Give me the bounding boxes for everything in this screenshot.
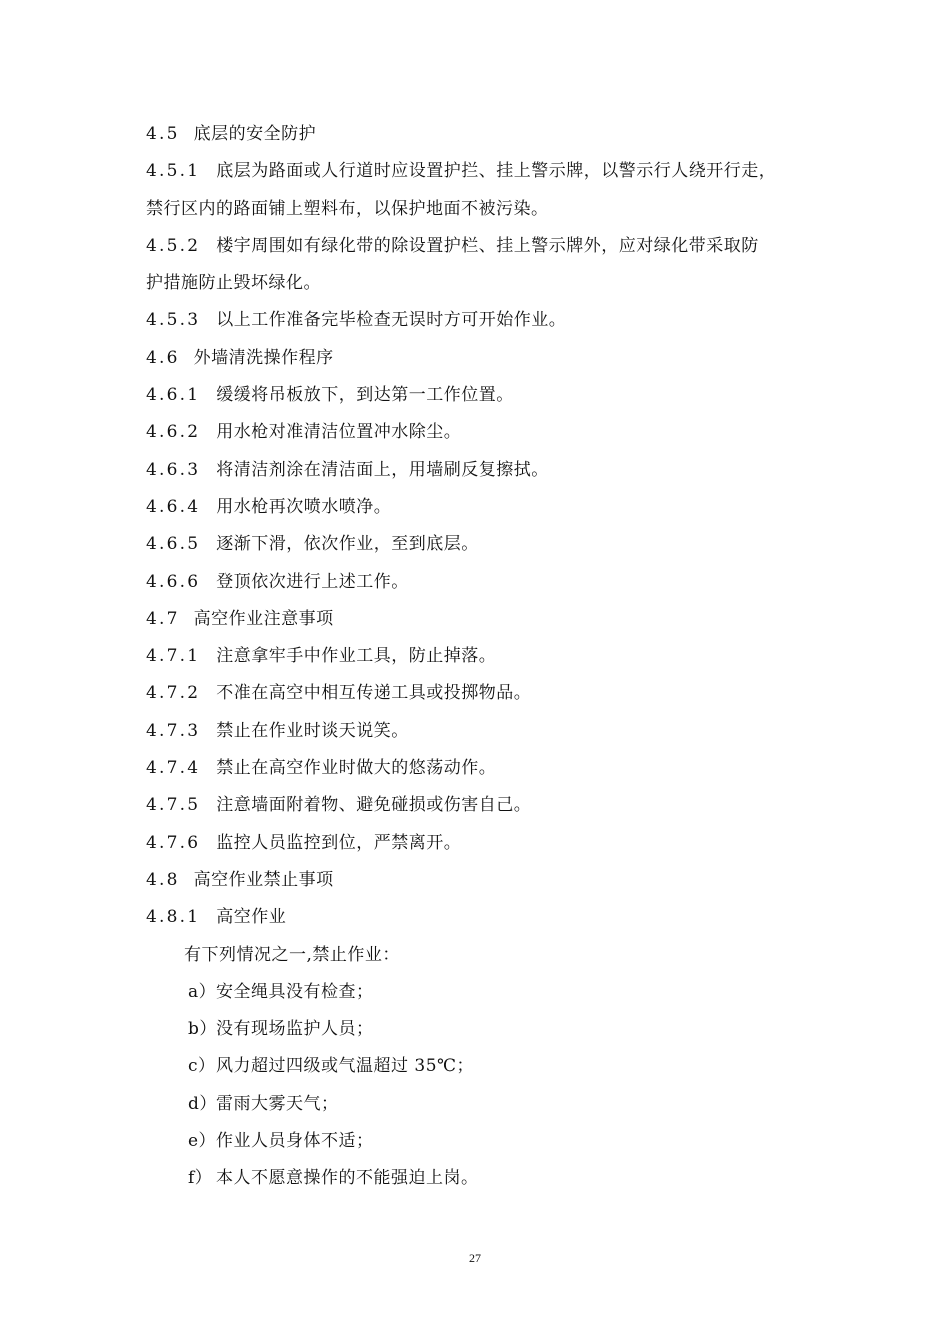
clause-number: 4.5: [146, 124, 180, 144]
clause-number: 4.7.2: [146, 683, 201, 704]
list-item: [146, 1086, 826, 1123]
section-heading: [146, 116, 826, 153]
clause-text: 不准在高空中相互传递工具或投掷物品。: [216, 683, 532, 704]
clause-text: 以上工作准备完毕检查无误时方可开始作业。: [216, 310, 567, 331]
list-item: [146, 974, 826, 1011]
clause-item: [146, 675, 826, 712]
section-heading: [146, 340, 826, 377]
clause-text: 用水枪再次喷水喷净。: [216, 496, 392, 517]
document-body: [146, 116, 826, 1198]
clause-text: 注意墙面附着物、避免碰损或伤害自己。: [216, 795, 532, 816]
clause-number: 4.5.2: [146, 235, 201, 256]
list-item-text: 风力超过四级或气温超过 35℃；: [216, 1056, 475, 1077]
clause-item: [146, 750, 826, 787]
list-marker: c）: [188, 1056, 216, 1077]
list-item-text: 本人不愿意操作的不能强迫上岗。: [216, 1168, 479, 1189]
clause-item: [146, 228, 826, 265]
clause-number: 4.7.6: [146, 832, 201, 853]
clause-text: 楼宇周围如有绿化带的除设置护栏、挂上警示牌外，应对绿化带采取防: [216, 235, 759, 256]
list-item-text: 作业人员身体不适；: [216, 1131, 374, 1152]
clause-text: 注意拿牢手中作业工具，防止掉落。: [216, 646, 497, 667]
clause-item: [146, 526, 826, 563]
clause-number: 4.5.3: [146, 310, 201, 331]
clause-text: 高空作业注意事项: [193, 608, 334, 629]
clause-number: 4.6.4: [146, 496, 201, 517]
list-marker: e）: [188, 1131, 217, 1152]
clause-item: [146, 713, 826, 750]
section-heading: [146, 862, 826, 899]
clause-text: 禁止在作业时谈天说笑。: [216, 720, 409, 741]
clause-number: 4.6.1: [146, 385, 201, 406]
clause-text: 缓缓将吊板放下，到达第一工作位置。: [216, 385, 514, 406]
clause-item: [146, 825, 826, 862]
list-marker: a）: [188, 981, 217, 1002]
clause-number: 4.7.1: [146, 646, 201, 667]
clause-number: 4.5.1: [146, 161, 201, 182]
clause-item: [146, 377, 826, 414]
clause-number: 4.6.5: [146, 534, 201, 555]
clause-number: 4.7.5: [146, 795, 201, 816]
clause-item: [146, 787, 826, 824]
list-item-text: 安全绳具没有检查；: [216, 981, 374, 1002]
continuation-line: 护措施防止毁坏绿化。: [146, 273, 321, 294]
clause-number: 4.6: [146, 347, 180, 368]
clause-text: 登顶依次进行上述工作。: [216, 571, 409, 592]
clause-text: 将清洁剂涂在清洁面上，用墙刷反复擦拭。: [216, 459, 549, 480]
clause-text: 高空作业禁止事项: [193, 869, 334, 890]
clause-item: [146, 302, 826, 339]
clause-item: [146, 899, 826, 936]
list-item: [146, 1123, 826, 1160]
clause-number: 4.6.6: [146, 571, 201, 592]
clause-number: 4.6.2: [146, 422, 201, 443]
clause-number: 4.7.4: [146, 758, 201, 779]
clause-item: [146, 564, 826, 601]
clause-item: [146, 638, 826, 675]
clause-item: [146, 452, 826, 489]
list-item-text: 没有现场监护人员；: [216, 1019, 374, 1040]
list-item: [146, 1011, 826, 1048]
continuation-line: 禁行区内的路面铺上塑料布，以保护地面不被污染。: [146, 198, 549, 219]
clause-text: 底层的安全防护: [193, 124, 317, 144]
clause-text: 用水枪对准清洁位置冲水除尘。: [216, 422, 462, 443]
section-heading: [146, 601, 826, 638]
list-item: [146, 1160, 826, 1197]
clause-number: 4.8.1: [146, 907, 201, 928]
clause-text: 逐渐下滑，依次作业，至到底层。: [216, 534, 479, 555]
clause-item: [146, 489, 826, 526]
clause-item: [146, 153, 826, 190]
clause-number: 4.7: [146, 608, 180, 629]
clause-item: [146, 414, 826, 451]
list-item-text: 雷雨大雾天气；: [216, 1093, 339, 1114]
clause-text: 禁止在高空作业时做大的悠荡动作。: [216, 758, 497, 779]
clause-number: 4.6.3: [146, 459, 201, 480]
list-item: [146, 1048, 826, 1085]
clause-text: 监控人员监控到位，严禁离开。: [216, 832, 462, 853]
page-number: 27: [469, 1251, 481, 1265]
clause-number: 4.7.3: [146, 720, 201, 741]
clause-text: 底层为路面或人行道时应设置护拦、挂上警示牌，以警示行人绕开行走，: [216, 161, 777, 182]
list-marker: d）: [188, 1093, 217, 1114]
clause-text: 高空作业: [216, 907, 287, 928]
list-intro: 有下列情况之一,禁止作业：: [184, 944, 400, 965]
clause-text: 外墙清洗操作程序: [193, 347, 334, 368]
list-marker: b）: [188, 1019, 217, 1040]
clause-number: 4.8: [146, 869, 180, 890]
list-marker: f）: [188, 1168, 213, 1189]
